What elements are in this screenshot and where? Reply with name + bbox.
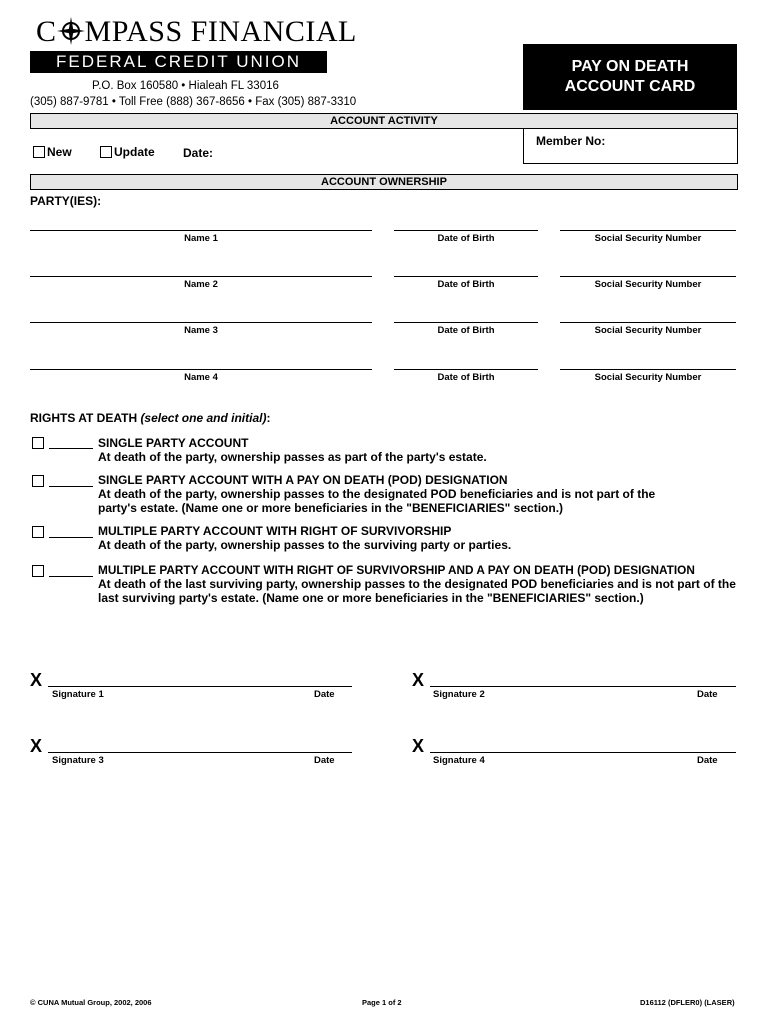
page-number: Page 1 of 2 bbox=[362, 998, 402, 1007]
date-caption: Date bbox=[314, 689, 335, 700]
ssn-caption: Social Security Number bbox=[594, 372, 702, 383]
option-description: At death of the last surviving party, ownership passes to the designated POD beneficiaries and is not part of the last surviving party's estate. (Name one or more beneficiaries in the "BENEFICIARIES" section.) bbox=[98, 577, 736, 605]
option-checkbox[interactable] bbox=[32, 565, 44, 577]
option-checkbox[interactable] bbox=[32, 526, 44, 538]
initial-line[interactable] bbox=[49, 576, 93, 577]
name-caption: Name 4 bbox=[184, 372, 218, 383]
form-title-line1: PAY ON DEATH bbox=[571, 58, 689, 75]
initial-line[interactable] bbox=[49, 486, 93, 487]
signature-x-mark: X bbox=[412, 736, 425, 756]
ssn-caption: Social Security Number bbox=[594, 325, 702, 336]
name-caption: Name 3 bbox=[184, 325, 218, 336]
name-line[interactable] bbox=[30, 322, 372, 323]
ssn-caption: Social Security Number bbox=[594, 279, 702, 290]
new-label: New bbox=[47, 145, 72, 159]
option-description: At death of the party, ownership passes as part of the party's estate. bbox=[98, 450, 487, 464]
dob-line[interactable] bbox=[394, 276, 538, 277]
initial-line[interactable] bbox=[49, 448, 93, 449]
ssn-line[interactable] bbox=[560, 369, 736, 370]
signature-x-mark: X bbox=[412, 670, 425, 690]
date-caption: Date bbox=[697, 755, 718, 766]
signature-line[interactable] bbox=[430, 752, 736, 753]
update-checkbox[interactable] bbox=[100, 146, 112, 158]
signature-x-mark: X bbox=[30, 736, 43, 756]
update-label: Update bbox=[114, 145, 155, 159]
phone-numbers: (305) 887-9781 • Toll Free (888) 367-8656 • Fax (305) 887-3310 bbox=[30, 96, 357, 108]
dob-line[interactable] bbox=[394, 369, 538, 370]
address: P.O. Box 160580 • Hialeah FL 33016 bbox=[92, 80, 279, 92]
option-description: At death of the party, ownership passes to the surviving party or parties. bbox=[98, 538, 512, 552]
option-checkbox[interactable] bbox=[32, 475, 44, 487]
form-title-line2: ACCOUNT CARD bbox=[564, 78, 696, 95]
signature-x-mark: X bbox=[30, 670, 43, 690]
rights-heading-colon: : bbox=[266, 411, 271, 425]
member-number-label: Member No: bbox=[536, 134, 606, 148]
signature-line[interactable] bbox=[48, 752, 352, 753]
dob-caption: Date of Birth bbox=[437, 279, 495, 290]
logo bbox=[36, 14, 357, 50]
ssn-line[interactable] bbox=[560, 230, 736, 231]
rights-heading-instruction: (select one and initial) bbox=[140, 411, 267, 425]
dob-caption: Date of Birth bbox=[437, 372, 495, 383]
ssn-line[interactable] bbox=[560, 276, 736, 277]
date-caption: Date bbox=[697, 689, 718, 700]
dob-line[interactable] bbox=[394, 322, 538, 323]
account-ownership-header: ACCOUNT OWNERSHIP bbox=[30, 174, 738, 190]
form-title bbox=[523, 44, 737, 110]
initial-line[interactable] bbox=[49, 537, 93, 538]
rights-heading-text: RIGHTS AT DEATH bbox=[30, 411, 141, 425]
logo-text: MPASS FINANCIAL bbox=[84, 15, 357, 48]
signature-line[interactable] bbox=[430, 686, 736, 687]
name-line[interactable] bbox=[30, 369, 372, 370]
account-activity-header: ACCOUNT ACTIVITY bbox=[30, 113, 738, 129]
option-checkbox[interactable] bbox=[32, 437, 44, 449]
name-line[interactable] bbox=[30, 276, 372, 277]
option-title: MULTIPLE PARTY ACCOUNT WITH RIGHT OF SURVIVORSHIP AND A PAY ON DEATH (POD) DESIGNATION bbox=[98, 563, 695, 577]
date-label: Date: bbox=[183, 146, 214, 160]
logo-subtitle-bar: FEDERAL CREDIT UNION bbox=[30, 51, 327, 73]
dob-caption: Date of Birth bbox=[437, 325, 495, 336]
signature-caption: Signature 2 bbox=[433, 689, 485, 700]
dob-caption: Date of Birth bbox=[437, 233, 495, 244]
logo-letter: C bbox=[36, 15, 57, 48]
signature-line[interactable] bbox=[48, 686, 352, 687]
copyright: © CUNA Mutual Group, 2002, 2006 bbox=[30, 998, 152, 1007]
name-caption: Name 2 bbox=[184, 279, 218, 290]
rights-heading bbox=[30, 411, 270, 425]
ssn-caption: Social Security Number bbox=[594, 233, 702, 244]
signature-caption: Signature 1 bbox=[52, 689, 104, 700]
form-code: D16112 (DFLER0) (LASER) bbox=[640, 998, 735, 1007]
dob-line[interactable] bbox=[394, 230, 538, 231]
option-title: MULTIPLE PARTY ACCOUNT WITH RIGHT OF SURVIVORSHIP bbox=[98, 524, 452, 538]
signature-caption: Signature 3 bbox=[52, 755, 104, 766]
compass-icon bbox=[57, 17, 85, 45]
option-title: SINGLE PARTY ACCOUNT WITH A PAY ON DEATH (POD) DESIGNATION bbox=[98, 473, 508, 487]
date-caption: Date bbox=[314, 755, 335, 766]
option-title: SINGLE PARTY ACCOUNT bbox=[98, 436, 249, 450]
ssn-line[interactable] bbox=[560, 322, 736, 323]
name-caption: Name 1 bbox=[184, 233, 218, 244]
name-line[interactable] bbox=[30, 230, 372, 231]
option-description: At death of the party, ownership passes to the designated POD beneficiaries and is not part of the party's estate. (Name one or more beneficiaries in the "BENEFICIARIES" section.) bbox=[98, 487, 656, 515]
new-checkbox[interactable] bbox=[33, 146, 45, 158]
signature-caption: Signature 4 bbox=[433, 755, 485, 766]
parties-label: PARTY(IES): bbox=[30, 194, 102, 208]
